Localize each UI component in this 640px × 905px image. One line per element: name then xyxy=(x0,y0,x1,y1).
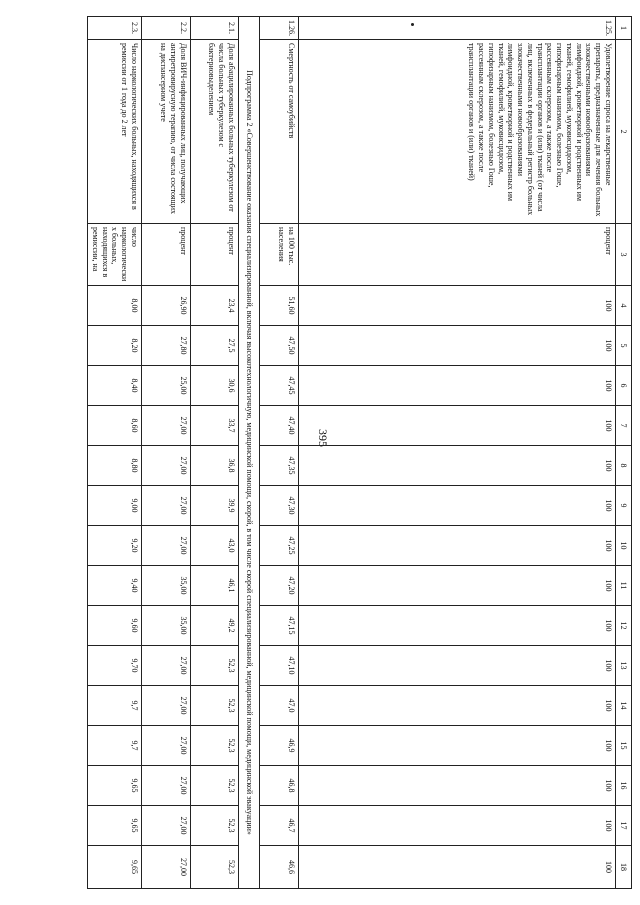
value-cell: 100 xyxy=(299,286,616,326)
row-number: 2.1. xyxy=(191,17,239,40)
value-cell: 9,70 xyxy=(88,646,142,686)
header-cell: 18 xyxy=(616,846,632,889)
value-cell: 47,15 xyxy=(260,606,299,646)
header-cell: 8 xyxy=(616,446,632,486)
value-cell: 46,6 xyxy=(260,846,299,889)
value-cell: 27,5 xyxy=(191,326,239,366)
value-cell: 35,00 xyxy=(142,566,191,606)
value-cell: 46,7 xyxy=(260,806,299,846)
value-cell: 100 xyxy=(299,846,616,889)
value-cell: 100 xyxy=(299,566,616,606)
row-number: 2.3. xyxy=(88,17,142,40)
value-cell: 52,3 xyxy=(191,846,239,889)
value-cell: 8,20 xyxy=(88,326,142,366)
row-number: 2.2. xyxy=(142,17,191,40)
value-cell: 9,40 xyxy=(88,566,142,606)
value-cell: 52,3 xyxy=(191,766,239,806)
header-cell: 13 xyxy=(616,646,632,686)
header-cell: 11 xyxy=(616,566,632,606)
value-cell: 9,65 xyxy=(88,846,142,889)
value-cell: 100 xyxy=(299,446,616,486)
unit-of-measure: процент xyxy=(299,224,616,286)
unit-of-measure: на 100 тыс. населения xyxy=(260,224,299,286)
value-cell: 27,00 xyxy=(142,686,191,726)
indicator-name: Число наркологических больных, находящихся в ремиссии от 1 года до 2 лет xyxy=(88,40,142,224)
header-cell: 7 xyxy=(616,406,632,446)
table-body xyxy=(88,17,632,889)
table-row xyxy=(142,17,191,889)
value-cell: 52,3 xyxy=(191,686,239,726)
table-row xyxy=(260,17,299,889)
value-cell: 27,80 xyxy=(142,326,191,366)
value-cell: 27,00 xyxy=(142,726,191,766)
value-cell: 47,35 xyxy=(260,446,299,486)
header-cell: 16 xyxy=(616,766,632,806)
header-cell: 17 xyxy=(616,806,632,846)
page-number: 395 xyxy=(316,429,330,447)
value-cell: 47,50 xyxy=(260,326,299,366)
value-cell: 27,00 xyxy=(142,766,191,806)
value-cell: 33,7 xyxy=(191,406,239,446)
subprogram-row xyxy=(239,17,260,889)
value-cell: 9,65 xyxy=(88,806,142,846)
value-cell: 9,65 xyxy=(88,766,142,806)
header-cell: 1 xyxy=(616,17,632,40)
value-cell: 27,00 xyxy=(142,446,191,486)
indicator-name: Смертность от самоубийств xyxy=(260,40,299,224)
value-cell: 52,3 xyxy=(191,806,239,846)
unit-of-measure: процент xyxy=(191,224,239,286)
indicators-table xyxy=(87,16,632,889)
header-cell: 9 xyxy=(616,486,632,526)
value-cell: 26,90 xyxy=(142,286,191,326)
value-cell: 36,8 xyxy=(191,446,239,486)
value-cell: 47,10 xyxy=(260,646,299,686)
header-cell: 12 xyxy=(616,606,632,646)
indicator-name: Доля абацилированных больных туберкулезом от числа больных туберкулезом с бактериовыделением xyxy=(191,40,239,224)
value-cell: 47,25 xyxy=(260,526,299,566)
value-cell: 27,00 xyxy=(142,806,191,846)
value-cell: 100 xyxy=(299,366,616,406)
value-cell: 100 xyxy=(299,766,616,806)
value-cell: 100 xyxy=(299,526,616,566)
header-cell: 4 xyxy=(616,286,632,326)
header-cell: 10 xyxy=(616,526,632,566)
header-cell: 14 xyxy=(616,686,632,726)
value-cell: 47,0 xyxy=(260,686,299,726)
value-cell: 100 xyxy=(299,646,616,686)
unit-of-measure: процент xyxy=(142,224,191,286)
value-cell: 100 xyxy=(299,406,616,446)
value-cell: 9,60 xyxy=(88,606,142,646)
value-cell: 52,3 xyxy=(191,726,239,766)
value-cell: 100 xyxy=(299,686,616,726)
subprogram-title: Подпрограмма 2 «Совершенствование оказания специализированной, включая высокотехнологичную, медицинской помощи, скорой, в том числе скорой специализированной, медицинской помощи, медицинской эвакуации» xyxy=(239,17,260,889)
value-cell: 100 xyxy=(299,806,616,846)
value-cell: 100 xyxy=(299,326,616,366)
value-cell: 27,00 xyxy=(142,646,191,686)
value-cell: 27,00 xyxy=(142,526,191,566)
header-cell: 2 xyxy=(616,40,632,224)
value-cell: 51,60 xyxy=(260,286,299,326)
table-row xyxy=(191,17,239,889)
value-cell: 47,40 xyxy=(260,406,299,446)
value-cell: 46,1 xyxy=(191,566,239,606)
value-cell: 27,00 xyxy=(142,486,191,526)
unit-of-measure: число наркологических больных, находящихся в ремиссии, на xyxy=(88,224,142,286)
value-cell: 47,20 xyxy=(260,566,299,606)
header-cell: 6 xyxy=(616,366,632,406)
header-cell: 15 xyxy=(616,726,632,766)
value-cell: 35,00 xyxy=(142,606,191,646)
value-cell: 100 xyxy=(299,726,616,766)
value-cell: 49,2 xyxy=(191,606,239,646)
value-cell: 100 xyxy=(299,606,616,646)
table-row xyxy=(299,17,616,889)
indicator-name: Доля ВИЧ-инфицированных лиц, получающих антиретровирусную терапию, от числа состоящих на диспансерном учете xyxy=(142,40,191,224)
rotated-table-page xyxy=(91,16,632,888)
value-cell: 8,80 xyxy=(88,446,142,486)
row-number: 1.25. xyxy=(299,17,616,40)
value-cell: 52,3 xyxy=(191,646,239,686)
value-cell: 43,0 xyxy=(191,526,239,566)
value-cell: 25,00 xyxy=(142,366,191,406)
value-cell: 27,00 xyxy=(142,406,191,446)
value-cell: 47,30 xyxy=(260,486,299,526)
row-number: 1.26. xyxy=(260,17,299,40)
value-cell: 47,45 xyxy=(260,366,299,406)
header-cell: 3 xyxy=(616,224,632,286)
value-cell: 30,6 xyxy=(191,366,239,406)
value-cell: 100 xyxy=(299,486,616,526)
value-cell: 23,4 xyxy=(191,286,239,326)
header-row xyxy=(616,17,632,889)
value-cell: 8,60 xyxy=(88,406,142,446)
value-cell: 9,7 xyxy=(88,686,142,726)
header-cell: 5 xyxy=(616,326,632,366)
value-cell: 9,00 xyxy=(88,486,142,526)
value-cell: 46,8 xyxy=(260,766,299,806)
value-cell: 39,9 xyxy=(191,486,239,526)
indicator-name: Удовлетворение спроса на лекарственные препараты, предназначенные для лечения больных злокачественными новообразованиями лимфоидной, кроветворной и родственных им тканей, гемофилией, муковисцидозом, гипофизарным нанизмом, болезнью Гоше, рассеянным склерозом, а также после трансплантации органов и (или) тканей (от числа лиц, включенных в федеральный регистр больных злокачественными новообразованиями лимфоидной, кроветворной и родственных им тканей, гемофилией, муковисцидозом, гипофизарным нанизмом, болезнью Гоше, рассеянным склерозом, а также после трансплантации органов и (или) тканей) xyxy=(299,40,616,224)
value-cell: 27,00 xyxy=(142,846,191,889)
value-cell: 9,7 xyxy=(88,726,142,766)
value-cell: 46,9 xyxy=(260,726,299,766)
value-cell: 9,20 xyxy=(88,526,142,566)
value-cell: 8,00 xyxy=(88,286,142,326)
value-cell: 8,40 xyxy=(88,366,142,406)
table-row xyxy=(88,17,142,889)
